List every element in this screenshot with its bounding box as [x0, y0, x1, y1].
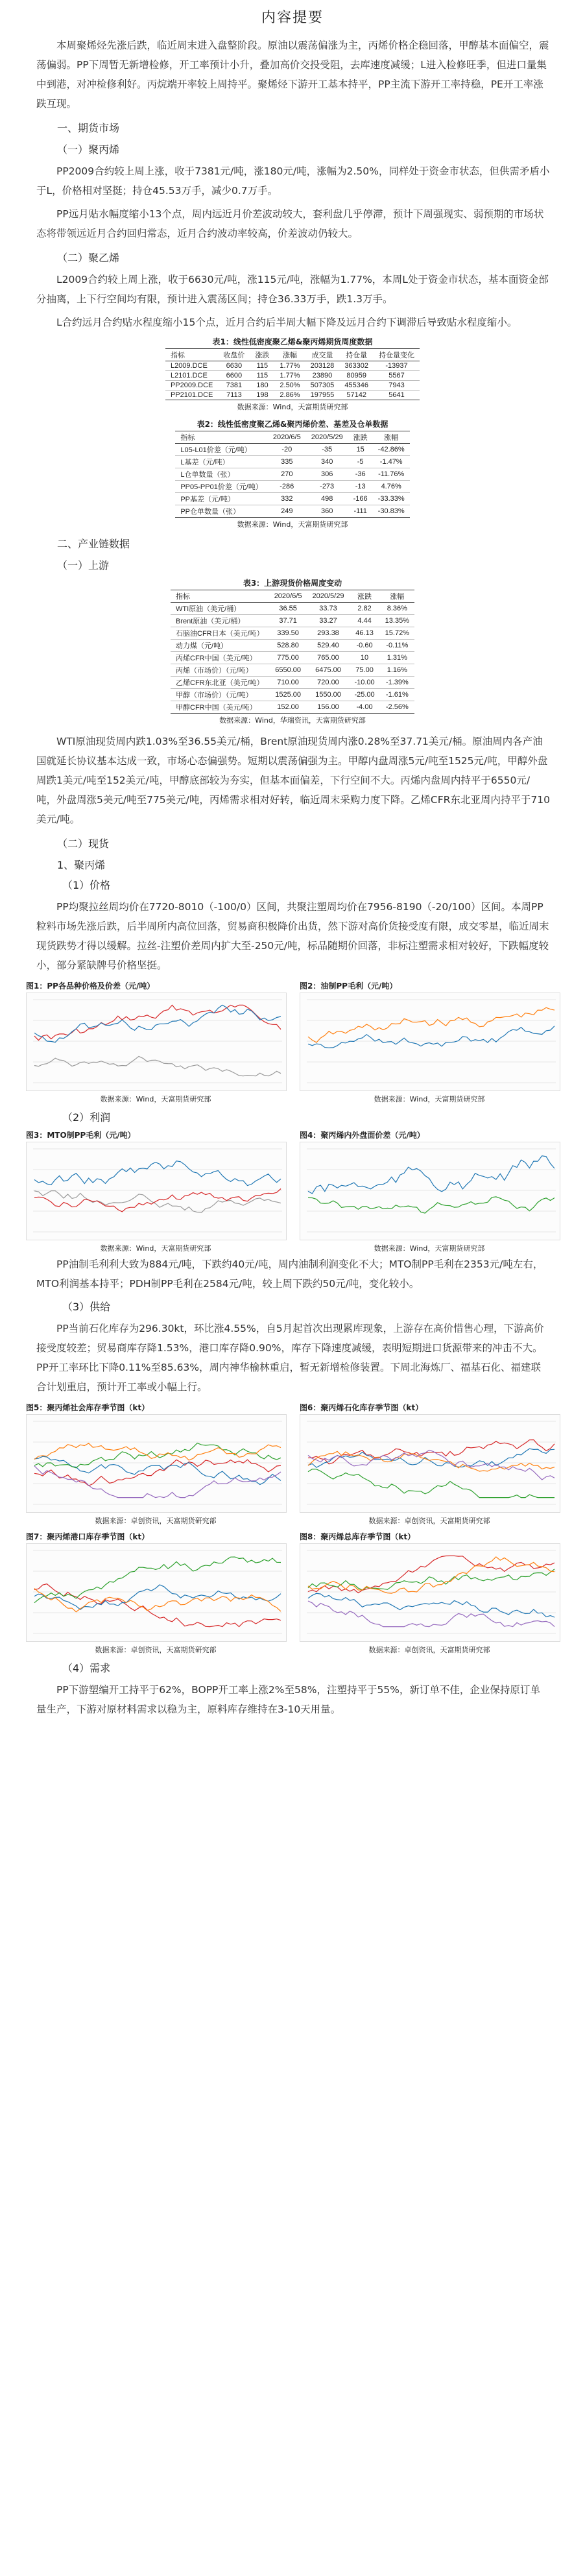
table-header-cell: 指标 — [171, 590, 269, 603]
figure-5-chart — [26, 1414, 287, 1513]
table-cell: 33.73 — [307, 603, 350, 615]
table-cell: PP仓单数量（张） — [175, 505, 268, 518]
table-row — [171, 627, 414, 640]
table-row — [165, 371, 420, 381]
table-cell: -2.56% — [380, 701, 414, 714]
chart-series-line — [308, 1007, 555, 1042]
table-row — [165, 361, 420, 371]
profit-heading: （2）利润 — [62, 1111, 111, 1124]
figure-4 — [300, 1129, 559, 1253]
table-row — [171, 652, 414, 664]
pp-spot-heading: 1、聚丙烯 — [57, 859, 106, 871]
table-cell: -166 — [348, 493, 373, 505]
table-cell: 1.16% — [380, 664, 414, 677]
table-cell: -33.33% — [373, 493, 410, 505]
table-cell: 15.72% — [380, 627, 414, 640]
table-row — [171, 664, 414, 677]
upstream-paragraph: WTI原油现货周内跌1.03%至36.55美元/桶，Brent原油现货周内涨0.28%至37.71美元/桶。原油周内各产油国就延长协议基本达成一致，市场心态偏强势。短期以震荡偏强为主。甲醇内盘周涨5元/吨至1525元/吨，甲醇外盘周跌1美元/吨至152美元/吨，甲醇底部较为夯实，但基本面偏差，下行空间不大。丙烯内盘周内持平于6550元/吨，外盘周涨5美元/吨至775美元/吨，丙烯需求相对好转，临近周末采购力度下降。乙烯CFR东北亚周内持平于710美元/吨。 — [36, 736, 550, 825]
demand-heading: （4）需求 — [62, 1662, 111, 1674]
pp-paragraph-1: PP2009合约较上周上涨，收于7381元/吨，涨180元/吨，涨幅为2.50%，同样处于资金市状态，但供需矛盾小于L，价格相对坚挺；持仓45.53万手，减少0.7万手。 — [36, 165, 550, 197]
table-cell: -36 — [348, 468, 373, 481]
pe-paragraph-1: L2009合约较上周上涨，收于6630元/吨，涨115元/吨，涨幅为1.77%，本周L处于资金市状态，基本面资金部分抽离，上下行空间均有限，预计进入震荡区间；持仓36.33万手，跌1.3万手。 — [36, 274, 549, 305]
table-cell: 2.82 — [349, 603, 379, 615]
table-cell: 455346 — [339, 381, 374, 391]
chart-series-line — [34, 1005, 281, 1040]
table-row — [171, 640, 414, 652]
table-header-cell: 涨跌 — [349, 590, 379, 603]
spot-heading: （二）现货 — [57, 837, 110, 850]
table-cell: 36.55 — [269, 603, 307, 615]
table-cell: 4.44 — [349, 615, 379, 627]
table-cell: 335 — [268, 456, 306, 468]
table-cell: -13 — [348, 481, 373, 493]
table-cell: -4.00 — [349, 701, 379, 714]
table-cell: L2101.DCE — [165, 371, 218, 381]
table-row — [171, 615, 414, 627]
table-cell: 8.36% — [380, 603, 414, 615]
section-futures-heading: 一、期货市场 — [57, 122, 120, 134]
table-cell: 203128 — [305, 361, 340, 371]
figure-5 — [26, 1402, 285, 1526]
summary-paragraph: 本周聚烯烃先涨后跌，临近周末进入盘整阶段。原油以震荡偏涨为主，丙烯价格企稳回落，甲醇基本面偏空，震荡偏弱。PP下周暂无新增检修，开工率预计小升，叠加高价交投受阻，去库速度减缓；L进入检修旺季，但进口量集中到港，对冲检修利好。丙烷端开率较上周持平。聚烯烃下游开工基本持平，PP主流下游开工率持稳，PE开工率涨跌互现。 — [36, 40, 549, 110]
table-cell: 306 — [306, 468, 348, 481]
table-cell: 360 — [306, 505, 348, 518]
table-cell: 720.00 — [307, 677, 350, 689]
figure-8 — [300, 1531, 559, 1655]
figure-2-chart — [300, 993, 560, 1091]
table-cell: 6550.00 — [269, 664, 307, 677]
table-cell: 339.50 — [269, 627, 307, 640]
spread-basis-table — [175, 431, 409, 518]
table-cell: 180 — [250, 381, 274, 391]
chart-series-line — [34, 1191, 281, 1213]
figure-1-chart — [26, 993, 287, 1091]
table-cell: L05-L01价差（元/吨） — [175, 444, 268, 456]
table-row — [165, 381, 420, 391]
figure-7-title: 图7：聚丙烯港口库存季节图（kt） — [26, 1532, 150, 1541]
table-cell: L仓单数量（张） — [175, 468, 268, 481]
table-cell: 37.71 — [269, 615, 307, 627]
table-cell: 1.31% — [380, 652, 414, 664]
chart-series-line — [308, 1156, 555, 1194]
table-header-cell: 2020/6/5 — [268, 431, 306, 444]
table-cell: -273 — [306, 481, 348, 493]
figure-5-source: 数据来源：卓创资讯，天富期货研究部 — [95, 1517, 217, 1525]
table-header-cell: 涨幅 — [380, 590, 414, 603]
table-header-cell: 2020/5/29 — [306, 431, 348, 444]
table-cell: -35 — [306, 444, 348, 456]
table-row — [175, 468, 409, 481]
chart-series-line — [308, 1569, 555, 1590]
table-header-cell: 指标 — [175, 431, 268, 444]
figure-4-source: 数据来源：Wind，天富期货研究部 — [374, 1244, 485, 1253]
figure-1 — [26, 980, 285, 1104]
table-cell: -20 — [268, 444, 306, 456]
price-heading: （1）价格 — [62, 879, 111, 891]
chart-series-line — [34, 1005, 281, 1042]
table-cell: -111 — [348, 505, 373, 518]
table-cell: -0.11% — [380, 640, 414, 652]
table-cell: PP2009.DCE — [165, 381, 218, 391]
figure-7 — [26, 1531, 285, 1655]
table-cell: -0.60 — [349, 640, 379, 652]
table-cell: 23890 — [305, 371, 340, 381]
table-cell: 528.80 — [269, 640, 307, 652]
table-cell: -1.47% — [373, 456, 410, 468]
table3-source: 数据来源：Wind，华瑞资讯，天富期货研究部 — [219, 716, 366, 725]
figure-3-source: 数据来源：Wind，天富期货研究部 — [100, 1244, 211, 1253]
table-cell: 15 — [348, 444, 373, 456]
table-cell: 7381 — [218, 381, 250, 391]
table-cell: 156.00 — [307, 701, 350, 714]
profit-paragraph: PP油制毛利利大致为884元/吨，下跌约40元/吨，周内油制利润变化不大；MTO制PP毛利在2353元/吨左右，MTO利润基本持平；PDH制PP毛利在2584元/吨，较上周下跌约50元/吨，变化较小。 — [36, 1258, 543, 1290]
pp-heading: （一）聚丙烯 — [57, 143, 120, 156]
table-header-cell: 涨幅 — [274, 349, 305, 361]
table-cell: 13.35% — [380, 615, 414, 627]
table-cell: WTI原油（美元/桶） — [171, 603, 269, 615]
table-cell: 1525.00 — [269, 689, 307, 701]
figure-2-title: 图2：油制PP毛利（元/吨） — [300, 981, 398, 991]
chart-series-line — [34, 1584, 281, 1627]
table-cell: -42.86% — [373, 444, 410, 456]
figure-row-2 — [0, 1129, 585, 1253]
table-row — [165, 391, 420, 400]
table-cell: -25.00 — [349, 689, 379, 701]
table-header-cell: 持仓量变化 — [374, 349, 420, 361]
figure-4-chart — [300, 1142, 560, 1240]
table-cell: 2.50% — [274, 381, 305, 391]
chart-series-line — [308, 1449, 555, 1467]
table-cell: 石脑油CFR日本（美元/吨） — [171, 627, 269, 640]
table-cell: 332 — [268, 493, 306, 505]
figure-6 — [300, 1402, 559, 1526]
chart-series-line — [308, 1601, 555, 1627]
table-cell: 198 — [250, 391, 274, 400]
table-header-cell: 持仓量 — [339, 349, 374, 361]
table-cell: 293.38 — [307, 627, 350, 640]
table-cell: -11.76% — [373, 468, 410, 481]
table3-caption: 表3：上游现货价格周度变动 — [243, 579, 342, 588]
table-cell: 775.00 — [269, 652, 307, 664]
figure-1-source: 数据来源：Wind，天富期货研究部 — [100, 1095, 211, 1103]
table-cell: PP基差（元/吨） — [175, 493, 268, 505]
figure-2-source: 数据来源：Wind，天富期货研究部 — [374, 1095, 485, 1103]
futures-weekly-table — [165, 348, 420, 400]
table-cell: 115 — [250, 361, 274, 371]
table2-source: 数据来源：Wind，天富期货研究部 — [237, 520, 348, 529]
table-cell: L2009.DCE — [165, 361, 218, 371]
table-header-cell: 收盘价 — [218, 349, 250, 361]
table-cell: -1.61% — [380, 689, 414, 701]
table-cell: 710.00 — [269, 677, 307, 689]
table-cell: 507305 — [305, 381, 340, 391]
table-cell: 340 — [306, 456, 348, 468]
table-cell: -5 — [348, 456, 373, 468]
price-paragraph: PP均聚拉丝周均价在7720-8010（-100/0）区间，共聚注塑周均价在7956-8190（-20/100）区间。本周PP粒料市场先涨后跌，后半周所内高位回落，贸易商积极降价出货，然下游对高价货接受度有限，成交零星，临近周末现货跌势才得以缓解。拉丝-注塑价差周内扩大至-250元/吨，标品随期价回落，非标注塑需求相对较好，下跌幅度较小，部分紧缺牌号价格坚挺。 — [36, 901, 549, 971]
figure-6-chart — [300, 1414, 560, 1513]
table-cell: 甲醇（市场价）（元/吨） — [171, 689, 269, 701]
section-industry-heading: 二、产业链数据 — [57, 538, 130, 550]
table-cell: 10 — [349, 652, 379, 664]
table-cell: 80959 — [339, 371, 374, 381]
report-page — [0, 6, 585, 2576]
figure-5-title: 图5：聚丙烯社会库存季节图（kt） — [26, 1403, 150, 1412]
table1-source: 数据来源：Wind，天富期货研究部 — [237, 403, 348, 411]
table-cell: 1.77% — [274, 371, 305, 381]
table1-caption: 表1：线性低密度聚乙烯&聚丙烯期货周度数据 — [212, 337, 373, 346]
figure-3 — [26, 1129, 285, 1253]
upstream-price-table — [171, 590, 414, 714]
figure-2 — [300, 980, 559, 1104]
figure-row-4 — [0, 1531, 585, 1655]
table-cell: 33.27 — [307, 615, 350, 627]
figure-7-chart — [26, 1543, 287, 1642]
pe-heading: （二）聚乙烯 — [57, 252, 120, 264]
chart-series-line — [34, 1557, 281, 1603]
table-header-cell: 2020/5/29 — [307, 590, 350, 603]
table-row — [175, 493, 409, 505]
chart-series-line — [308, 1026, 555, 1048]
table-row — [175, 481, 409, 493]
upstream-heading: （一）上游 — [57, 559, 110, 572]
table-cell: 2.86% — [274, 391, 305, 400]
chart-series-line — [34, 1189, 281, 1212]
table-cell: 75.00 — [349, 664, 379, 677]
table-cell: 6475.00 — [307, 664, 350, 677]
chart-series-line — [34, 1443, 281, 1460]
figure-8-title: 图8：聚丙烯总库存季节图（kt） — [300, 1532, 416, 1541]
table-cell: 498 — [306, 493, 348, 505]
table-cell: 1550.00 — [307, 689, 350, 701]
table-cell: 46.13 — [349, 627, 379, 640]
table-cell: 152.00 — [269, 701, 307, 714]
table-cell: 5567 — [374, 371, 420, 381]
table-cell: 197955 — [305, 391, 340, 400]
table-cell: -10.00 — [349, 677, 379, 689]
figure-6-title: 图6：聚丙烯石化库存季节图（kt） — [300, 1403, 424, 1412]
table-cell: 6600 — [218, 371, 250, 381]
table-cell: 丙烯CFR中国（美元/吨） — [171, 652, 269, 664]
figure-row-1 — [0, 980, 585, 1104]
chart-series-line — [308, 1197, 555, 1213]
figure-4-title: 图4：聚丙烯内外盘面价差（元/吨） — [300, 1131, 425, 1140]
table-header-cell: 2020/6/5 — [269, 590, 307, 603]
table-cell: 1.77% — [274, 361, 305, 371]
table-cell: -13937 — [374, 361, 420, 371]
table-cell: 动力煤（元/吨） — [171, 640, 269, 652]
table-header-cell: 成交量 — [305, 349, 340, 361]
table-cell: 丙烯（市场价）（元/吨） — [171, 664, 269, 677]
page-title: 内容提要 — [261, 10, 324, 26]
table-cell: 249 — [268, 505, 306, 518]
figure-7-source: 数据来源：卓创资讯，天富期货研究部 — [95, 1646, 217, 1654]
table-cell: PP05-PP01价差（元/吨） — [175, 481, 268, 493]
table-row — [171, 677, 414, 689]
figure-3-title: 图3：MTO制PP毛利（元/吨） — [26, 1131, 136, 1140]
table-cell: -1.39% — [380, 677, 414, 689]
table-cell: Brent原油（美元/桶） — [171, 615, 269, 627]
table-cell: 529.40 — [307, 640, 350, 652]
figure-8-chart — [300, 1543, 560, 1642]
table-cell: 57142 — [339, 391, 374, 400]
table-cell: 7943 — [374, 381, 420, 391]
table-cell: PP2101.DCE — [165, 391, 218, 400]
figure-3-chart — [26, 1142, 287, 1240]
demand-paragraph: PP下游塑编开工持平于62%，BOPP开工率上涨2%至58%，注塑持平于55%，新订单不佳，企业保持原订单量生产，下游对原材料需求以稳为主，原料库存维持在3-10天用量。 — [36, 1684, 540, 1715]
table-row — [171, 689, 414, 701]
table-cell: 363302 — [339, 361, 374, 371]
chart-series-line — [34, 1161, 281, 1186]
table-cell: 115 — [250, 371, 274, 381]
table-cell: 5641 — [374, 391, 420, 400]
figure-row-3 — [0, 1402, 585, 1526]
table-row — [171, 701, 414, 714]
table-cell: 765.00 — [307, 652, 350, 664]
table-cell: L基差（元/吨） — [175, 456, 268, 468]
table-cell: 6630 — [218, 361, 250, 371]
table-row — [175, 505, 409, 518]
table2-caption: 表2：线性低密度聚乙烯&聚丙烯价差、基差及仓单数据 — [197, 420, 388, 429]
table-cell: 7113 — [218, 391, 250, 400]
pe-paragraph-2: L合约远月合约贴水程度缩小15个点，近月合约后半周大幅下降及远月合约下调滞后导致贴水程度缩小。 — [56, 317, 518, 328]
table-header-cell: 涨幅 — [373, 431, 410, 444]
table-row — [175, 456, 409, 468]
figure-6-source: 数据来源：卓创资讯，天富期货研究部 — [368, 1517, 490, 1525]
table-cell: -30.83% — [373, 505, 410, 518]
supply-heading: （3）供给 — [62, 1301, 111, 1313]
table-header-cell: 指标 — [165, 349, 218, 361]
table-cell: 4.76% — [373, 481, 410, 493]
table-header-cell: 涨跌 — [348, 431, 373, 444]
supply-paragraph: PP当前石化库存为296.30kt，环比涨4.55%，自5月起首次出现累库现象，上游存在高价惜售心理，下游高价接受度较差；贸易商库存降1.53%，港口库存降0.90%，库存下降速度减缓，表明短期进口货源带来的冲击不大。PP开工率环比下降0.11%至85.63%，周内神华榆林重启，暂无新增检修装置。下周北海炼厂、福基石化、福建联合计划重启，预计开工率或小幅上行。 — [36, 1323, 544, 1393]
chart-series-line — [308, 1556, 555, 1593]
table-cell: 甲醇CFR中国（美元/吨） — [171, 701, 269, 714]
table-cell: -286 — [268, 481, 306, 493]
table-header-cell: 涨跌 — [250, 349, 274, 361]
table-cell: 270 — [268, 468, 306, 481]
table-cell: 乙烯CFR东北亚（美元/吨） — [171, 677, 269, 689]
pp-paragraph-2: PP远月贴水幅度缩小13个点，周内远近月价差波动较大，套利盘几乎停滞，预计下周强现实、弱预期的市场状态将带领远近月合约回归常态，近月合约波动率较高，价差波动仍较大。 — [36, 208, 544, 239]
figure-8-source: 数据来源：卓创资讯，天富期货研究部 — [368, 1646, 490, 1654]
table-row — [171, 603, 414, 615]
chart-series-line — [34, 1056, 281, 1076]
figure-1-title: 图1：PP各品种价格及价差（元/吨） — [26, 981, 155, 991]
table-row — [175, 444, 409, 456]
